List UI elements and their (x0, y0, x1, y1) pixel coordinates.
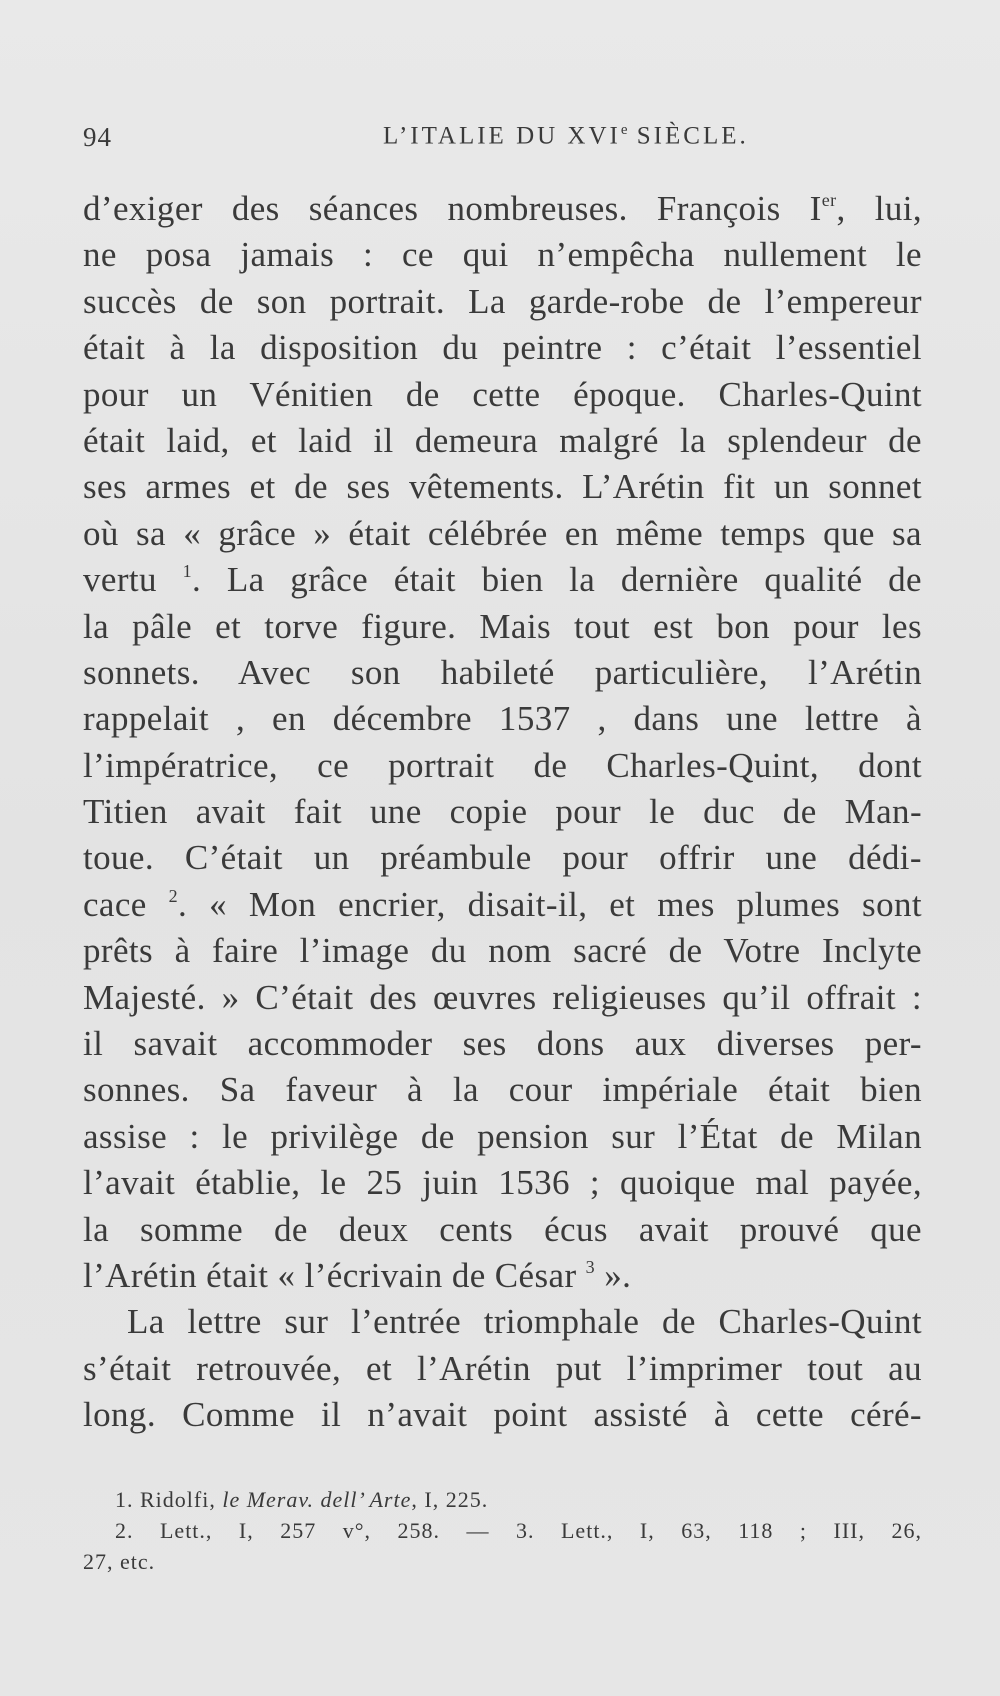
text-segment: , lui, (836, 189, 922, 228)
text-line: long. Comme il n’avait point assisté à cette céré- (83, 1395, 922, 1435)
text-line: toue. C’était un préambule pour offrir une dédi- (83, 838, 922, 878)
page-number: 94 (83, 122, 112, 152)
text-line (83, 557, 922, 603)
text-segment: . La grâce était bien la dernière qualité de (192, 560, 922, 600)
running-title-superscript: e (620, 122, 628, 138)
text-line: sonnets. Avec son habileté particulière, l’Arétin (83, 652, 922, 692)
text-line: prêts à faire l’image du nom sacré de Votre Inclyte (83, 931, 922, 971)
superscript: er (821, 190, 837, 210)
page-header (83, 122, 922, 162)
text-line (83, 186, 922, 232)
text-line: où sa « grâce » était célébrée en même temps que sa (83, 513, 922, 553)
text-line (83, 882, 922, 928)
footnote-text: 1. Ridolfi, (115, 1487, 223, 1512)
body-text (83, 186, 922, 1439)
text-line: ses armes et de ses vêtements. L’Arétin fit un sonnet (83, 467, 922, 507)
running-title-suffix: SIÈCLE. (627, 122, 749, 150)
text-line: rappelait , en décembre 1537 , dans une lettre à (83, 699, 922, 739)
footnote-italic-title: le Merav. dell’ Arte (222, 1487, 412, 1512)
text-line: était laid, et laid il demeura malgré la splendeur de (83, 420, 922, 460)
text-segment: vertu (83, 560, 183, 600)
footnote-ref: 1 (182, 561, 193, 582)
text-line: pour un Vénitien de cette époque. Charles-Quint (83, 374, 922, 414)
footnote-ref: 2 (168, 885, 179, 906)
text-line: la somme de deux cents écus avait prouvé que (83, 1209, 922, 1249)
text-line: la pâle et torve figure. Mais tout est bon pour les (83, 606, 922, 646)
text-line: ne posa jamais : ce qui n’empêcha nullement le (83, 235, 922, 275)
text-line: l’avait établie, le 25 juin 1536 ; quoique mal payée, (83, 1163, 922, 1203)
text-segment: cace (83, 884, 169, 924)
footnote-2: 2. Lett., I, 257 v°, 258. — 3. Lett., I, 63, 118 ; III, 26, (115, 1518, 922, 1543)
text-segment: . « Mon encrier, disait-il, et mes plumes sont (178, 884, 923, 924)
text-line: était à la disposition du peintre : c’était l’essentiel (83, 328, 922, 368)
footnote-ref: 3 (585, 1256, 596, 1277)
text-segment: l’Arétin était « l’écrivain de César (83, 1255, 586, 1295)
text-segment: d’exiger des séances nombreuses. François I (83, 189, 822, 228)
text-line (83, 1253, 922, 1299)
running-title (383, 122, 749, 150)
running-title-text: L’ITALIE DU XVI (383, 122, 621, 150)
text-line: sonnes. Sa faveur à la cour impériale était bien (83, 1070, 922, 1110)
text-line: l’impératrice, ce portrait de Charles-Quint, dont (83, 745, 922, 785)
footnotes (83, 1484, 922, 1577)
text-line: succès de son portrait. La garde-robe de l’empereur (83, 281, 922, 321)
text-line: Majesté. » C’était des œuvres religieuses qu’il offrait : (83, 977, 922, 1017)
text-line: assise : le privilège de pension sur l’État de Milan (83, 1116, 922, 1156)
footnote-2-continued: 27, etc. (83, 1549, 156, 1574)
text-line: Titien avait fait une copie pour le duc de Man- (83, 792, 922, 832)
footnote-text: , I, 225. (411, 1487, 489, 1512)
text-segment: ». (595, 1255, 632, 1295)
paragraph-start-line: La lettre sur l’entrée triomphale de Charles-Quint (127, 1302, 922, 1342)
text-line: il savait accommoder ses dons aux diverses per- (83, 1024, 922, 1064)
text-line: s’était retrouvée, et l’Arétin put l’imprimer tout au (83, 1348, 922, 1388)
footnote-1 (83, 1484, 922, 1515)
